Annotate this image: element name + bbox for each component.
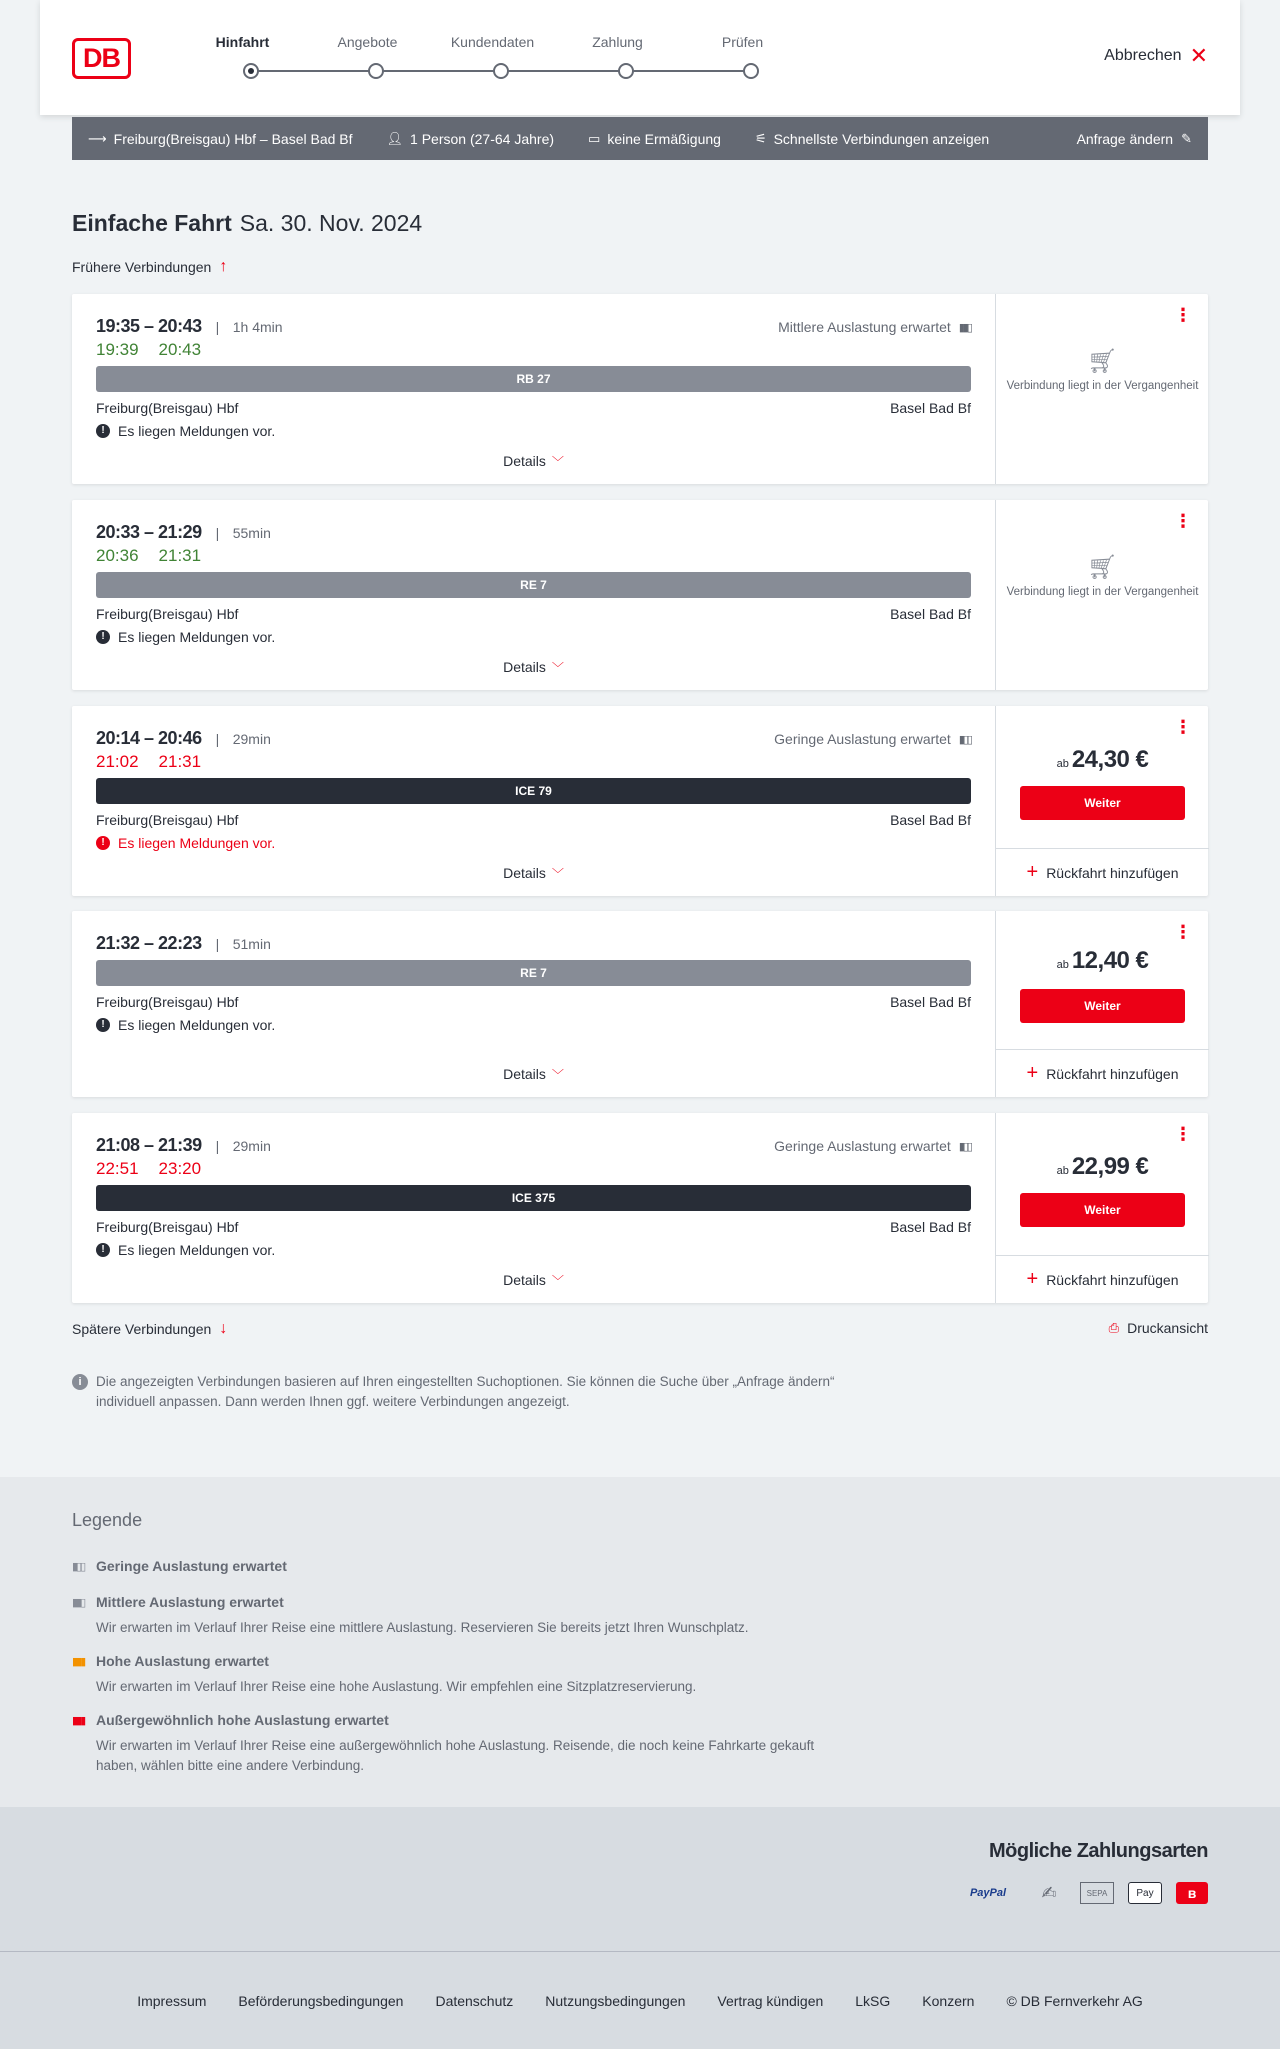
payment-title: Mögliche Zahlungsarten xyxy=(988,1840,1208,1862)
cancel-button[interactable] xyxy=(1104,43,1208,68)
price-prefix: ab xyxy=(1056,959,1069,971)
occupancy-label: Mittlere Auslastung erwartet xyxy=(778,319,951,335)
step-label: Kundendaten xyxy=(450,34,535,50)
continue-button[interactable]: Weiter xyxy=(1020,786,1185,820)
connection-card xyxy=(72,294,1208,484)
duration: 51min xyxy=(232,935,271,952)
price-value: 12,40 € xyxy=(1071,947,1149,974)
message-text: Es liegen Meldungen vor. xyxy=(118,1017,276,1033)
info-icon: i xyxy=(72,1374,88,1390)
realtime-times xyxy=(96,752,201,772)
details-toggle[interactable] xyxy=(72,865,995,882)
separator: | xyxy=(215,935,219,952)
realtime-times xyxy=(96,546,201,566)
chevron-down-icon: ﹀ xyxy=(551,455,564,469)
occupancy-info xyxy=(774,1138,971,1154)
origin-station: Freiburg(Breisgau) Hbf xyxy=(96,994,239,1010)
occupancy-info xyxy=(774,731,971,747)
fastest-connections-toggle[interactable] xyxy=(755,131,989,147)
train-bar[interactable]: RE 7 xyxy=(96,960,971,986)
kebab-icon[interactable]: ⋮ xyxy=(1174,305,1192,325)
chevron-down-icon: ﹀ xyxy=(551,661,564,675)
sliders-icon: ⚟ xyxy=(754,130,767,146)
step-dot-active xyxy=(243,63,259,79)
trip-date: Sa. 30. Nov. 2024 xyxy=(239,210,423,236)
offer-panel xyxy=(995,911,1208,1097)
kebab-icon[interactable]: ⋮ xyxy=(1174,1124,1192,1144)
plus-icon: + xyxy=(1026,1062,1039,1084)
message-text: Es liegen Meldungen vor. xyxy=(118,629,276,645)
details-label: Details xyxy=(503,1066,546,1082)
legend-title: Legende xyxy=(72,1510,143,1530)
price-prefix: ab xyxy=(1056,1165,1069,1177)
details-label: Details xyxy=(503,453,546,469)
footer-link-datenschutz[interactable]: Datenschutz xyxy=(435,1992,514,2009)
message-notice xyxy=(96,629,275,645)
details-label: Details xyxy=(503,865,546,881)
occupancy-icon: ▮▯▯ xyxy=(958,1140,971,1153)
person-icon: 👤︎ xyxy=(386,130,404,146)
return-label: Rückfahrt hinzufügen xyxy=(1046,1065,1179,1082)
planned-times: 21:08 – 21:39 xyxy=(96,1135,202,1155)
return-label: Rückfahrt hinzufügen xyxy=(1046,1271,1179,1288)
continue-button[interactable]: Weiter xyxy=(1020,989,1185,1023)
step-label: Zahlung xyxy=(592,34,643,50)
page-footer xyxy=(0,1952,1280,2049)
planned-times: 20:14 – 20:46 xyxy=(96,728,202,748)
occupancy-label: Geringe Auslastung erwartet xyxy=(774,731,951,747)
connection-times xyxy=(96,1135,271,1156)
step-pruefen xyxy=(680,34,805,50)
separator: | xyxy=(215,524,219,541)
duration: 29min xyxy=(232,1137,271,1154)
occupancy-icon: ▮▯▯ xyxy=(958,733,971,746)
discount-summary[interactable] xyxy=(588,131,721,147)
message-notice xyxy=(96,1017,275,1033)
legend-item-title: Geringe Auslastung erwartet xyxy=(96,1558,287,1574)
credit-hand-icon: ✍ xyxy=(1041,1882,1057,1903)
earlier-label: Frühere Verbindungen xyxy=(72,259,212,275)
card-icon: ▭ xyxy=(588,130,601,146)
info-text: Die angezeigten Verbindungen basieren auf Ihren eingestellten Suchoptionen. Sie können die Suche über „Anfrage ändern“ individuell anpassen. Dann werden Ihnen ggf. weitere Verbindungen angezeigt. xyxy=(96,1374,835,1409)
price xyxy=(996,746,1209,774)
step-dot xyxy=(618,63,634,79)
cart-icon: 🛒︎ xyxy=(1087,348,1118,375)
train-bar[interactable]: RE 7 xyxy=(96,572,971,598)
connection-info[interactable] xyxy=(72,500,995,690)
offer-panel xyxy=(995,500,1208,690)
alert-icon: ! xyxy=(96,630,110,644)
chevron-down-icon: ﹀ xyxy=(551,867,564,881)
alert-icon: ! xyxy=(96,836,110,850)
past-connection-notice xyxy=(996,348,1209,394)
search-summary-bar xyxy=(72,117,1208,160)
footer-link-nutzungsbedingungen[interactable]: Nutzungsbedingungen xyxy=(545,1992,686,2009)
origin-station: Freiburg(Breisgau) Hbf xyxy=(96,812,239,828)
arrow-down-icon: ↓ xyxy=(219,1320,228,1337)
cancel-label: Abbrechen xyxy=(1104,47,1182,64)
earlier-connections-link[interactable] xyxy=(72,258,227,276)
footer-link-impressum[interactable]: Impressum xyxy=(137,1992,207,2009)
pencil-icon: ✎ xyxy=(1181,130,1192,146)
realtime-arrival: 23:20 xyxy=(158,1159,202,1178)
legend-item-medium xyxy=(72,1594,852,1638)
step-dot xyxy=(368,63,384,79)
arrow-right-icon: ⟶ xyxy=(88,130,107,146)
details-label: Details xyxy=(503,659,546,675)
sepa-icon: SEPA xyxy=(1080,1882,1114,1904)
realtime-arrival: 21:31 xyxy=(158,546,202,565)
connection-card xyxy=(72,706,1208,896)
planned-times: 19:35 – 20:43 xyxy=(96,316,202,336)
step-dot xyxy=(493,63,509,79)
connection-info[interactable] xyxy=(72,911,995,1097)
legend-item-title: Außergewöhnlich hohe Auslastung erwartet xyxy=(96,1712,389,1728)
legend-item-low xyxy=(72,1558,852,1574)
kebab-icon[interactable]: ⋮ xyxy=(1174,922,1192,942)
separator: | xyxy=(215,1137,219,1154)
legend-item-high xyxy=(72,1653,852,1697)
connection-times xyxy=(96,316,283,337)
legend-item-title: Hohe Auslastung erwartet xyxy=(96,1653,269,1669)
legend-item-desc: Wir erwarten im Verlauf Ihrer Reise eine mittlere Auslastung. Reservieren Sie bereits jetzt Ihren Wunschplatz. xyxy=(96,1620,749,1635)
step-label: Hinfahrt xyxy=(215,34,270,50)
train-bar[interactable]: ICE 375 xyxy=(96,1185,971,1211)
step-label: Prüfen xyxy=(721,34,764,50)
origin-station: Freiburg(Breisgau) Hbf xyxy=(96,400,239,416)
past-text: Verbindung liegt in der Vergangenheit xyxy=(1006,380,1199,392)
footer-link-konzern[interactable]: Konzern xyxy=(922,1992,975,2009)
kebab-icon[interactable]: ⋮ xyxy=(1174,717,1192,737)
connection-times xyxy=(96,728,271,749)
message-notice xyxy=(96,1242,275,1258)
details-label: Details xyxy=(503,1272,546,1288)
printer-icon: ⎙ xyxy=(1108,1320,1120,1335)
origin-station: Freiburg(Breisgau) Hbf xyxy=(96,606,239,622)
connection-card xyxy=(72,911,1208,1097)
continue-button[interactable]: Weiter xyxy=(1020,1193,1185,1227)
past-connection-notice xyxy=(996,554,1209,600)
bahn-bonus-icon: ʙ xyxy=(1176,1882,1208,1904)
train-bar[interactable]: RB 27 xyxy=(96,366,971,392)
realtime-departure: 22:51 xyxy=(96,1159,139,1178)
add-return-button[interactable] xyxy=(996,848,1209,896)
step-label: Angebote xyxy=(337,34,398,50)
realtime-arrival: 20:43 xyxy=(158,340,202,359)
details-toggle[interactable] xyxy=(72,1272,995,1289)
destination-station: Basel Bad Bf xyxy=(890,606,971,622)
plus-icon: + xyxy=(1026,861,1039,883)
message-text: Es liegen Meldungen vor. xyxy=(118,423,276,439)
add-return-button[interactable] xyxy=(996,1049,1209,1097)
legend-item-desc: Wir erwarten im Verlauf Ihrer Reise eine außergewöhnlich hohe Auslastung. Reisende, die noch keine Fahrkarte gekauft haben, wählen bitte eine andere Verbindung. xyxy=(96,1738,815,1773)
info-notice xyxy=(72,1372,852,1412)
print-view-link[interactable] xyxy=(1109,1320,1208,1336)
message-notice xyxy=(96,423,275,439)
details-toggle[interactable] xyxy=(72,1066,995,1083)
duration: 55min xyxy=(232,524,271,541)
connection-info[interactable] xyxy=(72,1113,995,1303)
message-notice xyxy=(96,835,275,851)
connection-times xyxy=(96,933,271,954)
return-label: Rückfahrt hinzufügen xyxy=(1046,864,1179,881)
close-icon: ✕ xyxy=(1189,43,1208,68)
message-text: Es liegen Meldungen vor. xyxy=(118,1242,276,1258)
connection-card xyxy=(72,500,1208,690)
payment-section xyxy=(0,1807,1280,1952)
alert-icon: ! xyxy=(96,1243,110,1257)
occupancy-label: Geringe Auslastung erwartet xyxy=(774,1138,951,1154)
offer-panel xyxy=(995,706,1208,896)
add-return-button[interactable] xyxy=(996,1255,1209,1303)
edit-request-button[interactable] xyxy=(1077,131,1192,147)
db-logo[interactable]: DB xyxy=(72,38,131,79)
offer-panel xyxy=(995,1113,1208,1303)
destination-station: Basel Bad Bf xyxy=(890,400,971,416)
occupancy-icon: ▮▮▯ xyxy=(958,321,971,334)
plus-icon: + xyxy=(1026,1268,1039,1290)
duration: 29min xyxy=(232,730,271,747)
details-toggle[interactable] xyxy=(72,453,995,470)
paypal-icon: PayPal xyxy=(969,1887,1007,1899)
planned-times: 20:33 – 21:29 xyxy=(96,522,202,542)
step-dot xyxy=(743,63,759,79)
details-toggle[interactable] xyxy=(72,659,995,676)
train-bar[interactable]: ICE 79 xyxy=(96,778,971,804)
price xyxy=(996,1153,1209,1181)
fastest-text: Schnellste Verbindungen anzeigen xyxy=(773,130,990,147)
message-text: Es liegen Meldungen vor. xyxy=(118,835,276,851)
cart-icon: 🛒︎ xyxy=(1087,554,1118,581)
edit-text: Anfrage ändern xyxy=(1076,130,1174,147)
price-value: 24,30 € xyxy=(1071,746,1149,773)
occupancy-low-icon: ▮▯▯ xyxy=(72,1560,85,1573)
realtime-times xyxy=(96,340,201,360)
connection-times xyxy=(96,522,271,543)
occupancy-high-icon: ▮▮▮ xyxy=(72,1655,85,1668)
route-summary[interactable] xyxy=(88,131,353,147)
legend-item-title: Mittlere Auslastung erwartet xyxy=(96,1594,284,1610)
realtime-departure: 20:36 xyxy=(96,546,139,565)
discount-text: keine Ermäßigung xyxy=(607,130,721,147)
occupancy-very-high-icon: ▮▮▮ xyxy=(72,1714,85,1727)
price-prefix: ab xyxy=(1056,758,1069,770)
print-label: Druckansicht xyxy=(1127,1320,1208,1336)
payment-methods xyxy=(958,1882,1208,1904)
occupancy-medium-icon: ▮▮▯ xyxy=(72,1596,85,1609)
legend-section xyxy=(0,1477,1280,1807)
alert-icon: ! xyxy=(96,1018,110,1032)
occupancy-info xyxy=(778,319,971,335)
chevron-down-icon: ﹀ xyxy=(551,1068,564,1082)
legend-item-desc: Wir erwarten im Verlauf Ihrer Reise eine hohe Auslastung. Wir empfehlen eine Sitzplatzreservierung. xyxy=(96,1679,697,1694)
apple-pay-icon: Pay xyxy=(1128,1882,1162,1904)
page-header xyxy=(40,0,1240,115)
destination-station: Basel Bad Bf xyxy=(890,812,971,828)
travellers-summary[interactable] xyxy=(387,131,554,147)
kebab-icon[interactable]: ⋮ xyxy=(1174,511,1192,531)
progress-steps xyxy=(180,34,764,84)
footer-copyright: © DB Fernverkehr AG xyxy=(1006,1992,1143,2009)
travellers-text: 1 Person (27-64 Jahre) xyxy=(410,130,555,147)
realtime-departure: 19:39 xyxy=(96,340,139,359)
price xyxy=(996,947,1209,975)
separator: | xyxy=(215,730,219,747)
separator: | xyxy=(215,318,219,335)
legend-item-very-high xyxy=(72,1712,852,1776)
destination-station: Basel Bad Bf xyxy=(890,1219,971,1235)
later-label: Spätere Verbindungen xyxy=(72,1321,212,1337)
planned-times: 21:32 – 22:23 xyxy=(96,933,202,953)
page-title xyxy=(72,210,422,237)
destination-station: Basel Bad Bf xyxy=(890,994,971,1010)
duration: 1h 4min xyxy=(232,318,283,335)
origin-station: Freiburg(Breisgau) Hbf xyxy=(96,1219,239,1235)
chevron-down-icon: ﹀ xyxy=(551,1274,564,1288)
footer-link-lksg[interactable]: LkSG xyxy=(855,1992,891,2009)
route-text: Freiburg(Breisgau) Hbf – Basel Bad Bf xyxy=(113,130,353,147)
price-value: 22,99 € xyxy=(1071,1153,1149,1180)
arrow-up-icon: ↑ xyxy=(219,258,228,275)
connection-info[interactable] xyxy=(72,706,995,896)
footer-link-befoerderungsbedingungen[interactable]: Beförderungsbedingungen xyxy=(238,1992,404,2009)
later-connections-link[interactable] xyxy=(72,1320,227,1338)
past-text: Verbindung liegt in der Vergangenheit xyxy=(1006,586,1199,598)
trip-type: Einfache Fahrt xyxy=(72,210,232,236)
footer-link-vertrag-kuendigen[interactable]: Vertrag kündigen xyxy=(717,1992,824,2009)
realtime-departure: 21:02 xyxy=(96,752,139,771)
offer-panel xyxy=(995,294,1208,484)
connection-info[interactable] xyxy=(72,294,995,484)
connection-card xyxy=(72,1113,1208,1303)
alert-icon: ! xyxy=(96,424,110,438)
realtime-times xyxy=(96,1159,201,1179)
realtime-arrival: 21:31 xyxy=(158,752,202,771)
